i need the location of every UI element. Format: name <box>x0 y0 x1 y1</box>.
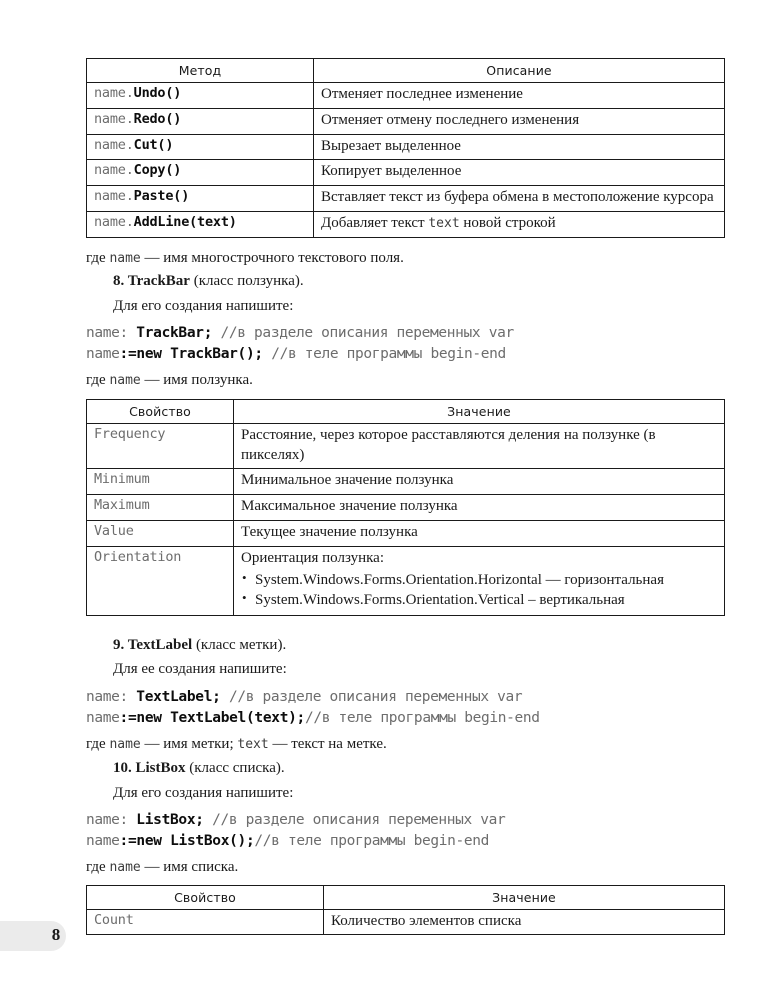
method-name: Undo() <box>133 85 182 101</box>
table-row <box>87 134 725 160</box>
code-gray-1: name <box>86 346 120 363</box>
section-class-name: TrackBar <box>127 273 190 290</box>
code-bold-1: :=new TextLabel(text); <box>119 709 305 726</box>
code-line-declare-textlabel <box>86 687 724 708</box>
value-cell: Количество элементов списка <box>324 909 725 935</box>
property-cell: Minimum <box>87 469 234 495</box>
method-cell <box>87 134 314 160</box>
note-post: — имя многострочного текстового поля. <box>140 249 404 266</box>
table-row <box>87 469 725 495</box>
description-cell: Вставляет текст из буфера обмена в местоположение курсора <box>314 186 725 212</box>
code-gray-1: name <box>86 709 120 726</box>
table-row <box>87 186 725 212</box>
property-cell: Count <box>87 909 324 935</box>
value-cell: Текущее значение ползунка <box>234 521 725 547</box>
section-heading-textlabel <box>86 636 724 656</box>
section-class-name: TextLabel <box>127 636 193 653</box>
note-code: name <box>109 860 141 876</box>
method-prefix: name. <box>94 110 134 127</box>
note-multiline-field <box>86 249 724 269</box>
method-cell <box>87 108 314 134</box>
description-cell: Копирует выделенное <box>314 160 725 186</box>
table-row <box>87 83 725 109</box>
method-prefix: name. <box>94 85 134 101</box>
note-pre: где <box>86 735 110 752</box>
note-textlabel <box>86 735 724 755</box>
page-number: 8 <box>51 925 61 944</box>
note-mid: — имя метки; <box>140 735 238 752</box>
value-cell: Минимальное значение ползунка <box>234 469 725 495</box>
code-comment-1: //в разделе описания переменных var <box>220 688 523 705</box>
code-comment-1: //в теле программы begin-end <box>305 709 540 726</box>
column-header-method: Метод <box>87 59 314 83</box>
value-text: Ориентация ползунка: <box>241 549 384 566</box>
section-instruction-trackbar: Для его создания напишите: <box>113 297 294 314</box>
note-pre: где <box>86 372 110 389</box>
method-prefix: name. <box>94 136 134 153</box>
note-code: name <box>109 373 141 389</box>
value-cell: Расстояние, через которое расставляются деления на ползунке (в пикселях) <box>234 423 725 469</box>
code-gray-1: name: <box>86 688 137 705</box>
note-post: — текст на метке. <box>268 735 387 752</box>
note-pre: где <box>86 249 110 266</box>
note-listbox <box>86 858 724 878</box>
description-pre: Добавляет текст <box>321 214 429 231</box>
description-cell: Отменяет последнее изменение <box>314 83 725 109</box>
table-header-row <box>87 59 725 83</box>
column-header-value: Значение <box>324 885 725 909</box>
description-cell: Вырезает выделенное <box>314 134 725 160</box>
method-name: Redo() <box>133 110 182 127</box>
property-cell: Orientation <box>87 546 234 615</box>
code-line-create-trackbar <box>86 344 724 365</box>
method-prefix: name. <box>94 162 134 179</box>
method-name: Paste() <box>133 188 190 205</box>
method-name: Copy() <box>133 162 182 179</box>
section-suffix: (класс ползунка). <box>189 273 304 290</box>
table-row <box>87 495 725 521</box>
description-post: новой строкой <box>459 214 556 231</box>
section-suffix: (класс метки). <box>192 636 287 653</box>
section-number: 9. <box>113 636 128 653</box>
list-item: • System.Windows.Forms.Orientation.Vertical – вертикальная <box>241 591 717 611</box>
methods-table <box>86 58 725 238</box>
code-bold-1: TrackBar; <box>136 325 213 342</box>
table-row <box>87 546 725 615</box>
list-item: • System.Windows.Forms.Orientation.Horizontal — горизонтальная <box>241 571 717 591</box>
table-row <box>87 521 725 547</box>
column-header-property: Свойство <box>87 399 234 423</box>
method-cell <box>87 211 314 237</box>
section-class-name: ListBox <box>135 760 186 777</box>
section-number: 8. <box>113 273 128 290</box>
note-pre: где <box>86 859 110 876</box>
code-bold-1: :=new TrackBar(); <box>119 346 263 363</box>
code-line-create-listbox <box>86 831 724 852</box>
section-number: 10. <box>113 760 136 777</box>
listbox-properties-table <box>86 885 725 936</box>
method-cell <box>87 160 314 186</box>
method-cell <box>87 186 314 212</box>
note-code-2: text <box>237 736 269 752</box>
method-prefix: name. <box>94 188 134 205</box>
table-header-row <box>87 399 725 423</box>
section-heading-trackbar <box>86 272 724 292</box>
property-cell: Value <box>87 521 234 547</box>
table-header-row <box>87 885 725 909</box>
value-cell <box>234 546 725 615</box>
table-row <box>87 909 725 935</box>
section-suffix: (класс списка). <box>185 760 285 777</box>
code-comment-1: //в разделе описания переменных var <box>212 325 514 342</box>
code-bold-1: TextLabel; <box>136 688 221 705</box>
code-gray-1: name: <box>86 812 137 829</box>
table-row <box>87 160 725 186</box>
code-line-declare-trackbar <box>86 323 724 344</box>
page-content <box>86 58 724 935</box>
description-cell: Отменяет отмену последнего изменения <box>314 108 725 134</box>
column-header-property: Свойство <box>87 885 324 909</box>
table-row <box>87 423 725 469</box>
section-heading-listbox <box>86 759 724 779</box>
code-line-create-textlabel <box>86 708 724 729</box>
table-row <box>87 108 725 134</box>
property-cell: Maximum <box>87 495 234 521</box>
section-instruction-listbox: Для его создания напишите: <box>113 784 294 801</box>
code-comment-1: //в теле программы begin-end <box>254 833 490 850</box>
column-header-description: Описание <box>314 59 725 83</box>
note-code: name <box>109 736 141 752</box>
description-cell <box>314 211 725 237</box>
code-bold-1: ListBox; <box>136 812 204 829</box>
code-gray-1: name <box>86 833 120 850</box>
note-post: — имя списка. <box>140 859 239 876</box>
value-cell: Максимальное значение ползунка <box>234 495 725 521</box>
note-code: name <box>109 250 141 266</box>
method-prefix: name. <box>94 213 134 230</box>
orientation-options-list <box>241 571 717 611</box>
code-comment-1: //в теле программы begin-end <box>262 346 506 363</box>
trackbar-properties-table <box>86 399 725 616</box>
table-row <box>87 211 725 237</box>
code-bold-1: :=new ListBox(); <box>119 833 255 850</box>
note-post: — имя ползунка. <box>140 372 253 389</box>
code-comment-1: //в разделе описания переменных var <box>203 812 506 829</box>
property-cell: Frequency <box>87 423 234 469</box>
method-cell <box>87 83 314 109</box>
section-instruction-textlabel: Для ее создания напишите: <box>113 661 287 678</box>
note-trackbar <box>86 371 724 391</box>
method-name: AddLine(text) <box>133 213 237 230</box>
code-gray-1: name: <box>86 325 137 342</box>
method-name: Cut() <box>133 136 174 153</box>
code-line-declare-listbox <box>86 810 724 831</box>
column-header-value: Значение <box>234 399 725 423</box>
description-code: text <box>428 215 460 231</box>
